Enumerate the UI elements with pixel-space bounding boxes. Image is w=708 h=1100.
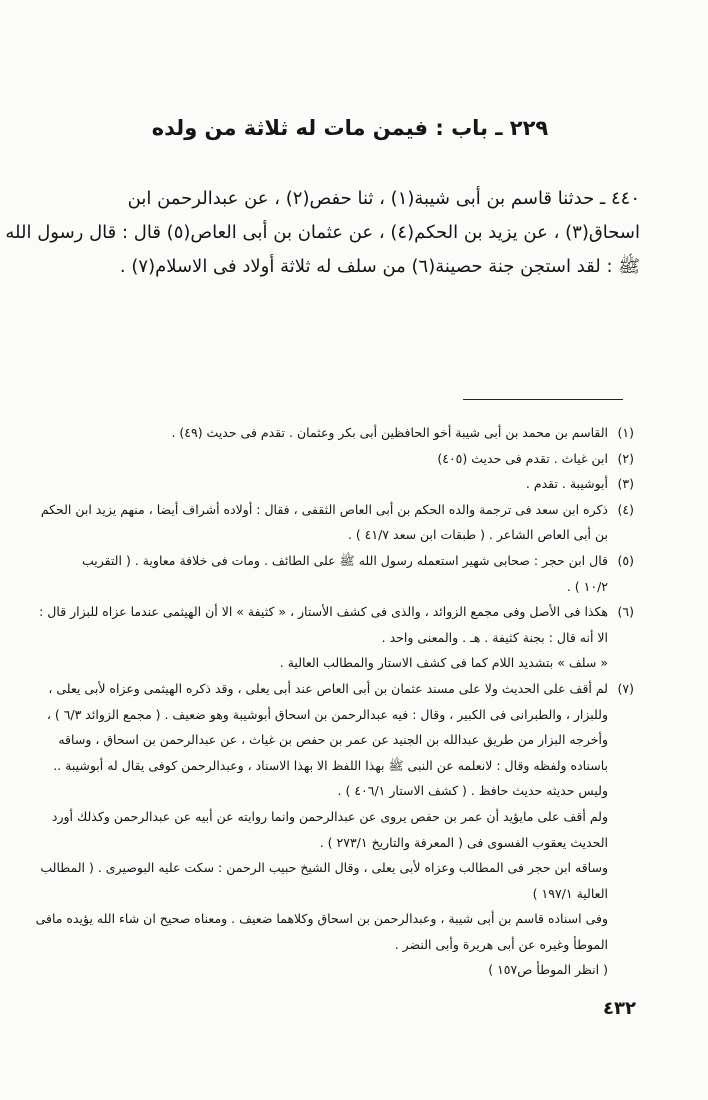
footnote-number: (١) — [617, 425, 634, 440]
footnote — [48, 471, 634, 497]
footnote — [48, 446, 634, 472]
footnote-number: (٢) — [617, 450, 634, 466]
footnote-number: (٧) — [617, 680, 634, 696]
footnote-line: بن أبى العاص الشاعر . ( طبقات ابن سعد ٤١/٧ ) . — [347, 527, 608, 543]
footnote-line: الحديث يعقوب الفسوى فى ( المعرفة والتاريخ ٢٧٣/١ ) . — [319, 834, 608, 850]
footnote-line: القاسم بن محمد بن أبى شيبة أخو الحافظين أبى بكر وعثمان . تقدم فى حديث (٤٩) . — [171, 425, 608, 440]
footnotes — [35, 420, 634, 983]
footnote-line: لم أقف على الحديث ولا على مسند عثمان بن أبى العاص عند أبى يعلى ، وقد ذكره الهيثمى وعزاه لأبى يعلى ، — [48, 680, 608, 696]
footnote-body — [39, 599, 608, 676]
chapter-title: ٢٢٩ ـ باب : فيمن مات له ثلاثة من ولده — [151, 116, 549, 140]
footnote-line: الموطأ وغيره عن أبى هريرة وأبى النضر . — [394, 936, 608, 952]
footnote-line: وساقه ابن حجر فى المطالب وعزاه لأبى يعلى ، وقال الشيخ حبيب الرحمن : سكت عليه البوصيرى . ( المطالب — [40, 860, 608, 876]
footnote-line: العالية ١٩٧/١ ) — [532, 885, 608, 901]
page-number: ٤٣٢ — [603, 998, 636, 1019]
footnote-line: ذكره ابن سعد فى ترجمة والده الحكم بن أبى العاص الثقفى ، فقال : أولاده أشراف أيضا ، منهم يزيد ابن الحكم — [40, 501, 608, 517]
footnote-number: (٤) — [617, 501, 634, 517]
footnote-body — [48, 548, 608, 599]
footnote — [35, 676, 634, 983]
footnote-line: ( انظر الموطأ ص١٥٧ ) — [488, 962, 608, 978]
footnote-number: (٣) — [617, 476, 634, 492]
footnote-body — [48, 471, 608, 497]
hadith-text — [5, 182, 640, 284]
footnote-line: أبوشيبة . تقدم . — [525, 476, 608, 492]
footnote — [40, 497, 634, 548]
footnote-body — [36, 676, 608, 983]
footnote-line: وللبزار ، والطبرانى فى الكبير ، وقال : فيه عبدالرحمن بن اسحاق أبوشيبة وهو ضعيف . ( مجمع الزوائد ٦/٣ ) ، — [46, 706, 608, 722]
hadith-line: ﷺ : لقد استجن جنة حصينة(٦) من سلف له ثلاثة أولاد فى الاسلام(٧) . — [119, 256, 640, 277]
footnote-line: وفى اسناده قاسم بن أبى شيبة ، وعبدالرحمن بن اسحاق وكلاهما ضعيف . ومعناه صحيح ان شاء الله يؤيده مافى — [35, 911, 608, 927]
footnote-body — [48, 446, 608, 472]
footnote-line: « سلف » بتشديد اللام كما فى كشف الاستار والمطالب العالية . — [279, 655, 608, 671]
footnote — [48, 548, 634, 599]
footnote-line: ابن غياث . تقدم فى حديث (٤٠٥) — [437, 450, 608, 466]
footnote-number: (٥) — [617, 552, 634, 568]
footnote — [39, 599, 634, 676]
footnote — [48, 420, 634, 446]
footnote-body — [48, 420, 608, 446]
hadith-line: ٤٤٠ ـ حدثنا قاسم بن أبى شيبة(١) ، ثنا حفص(٢) ، عن عبدالرحمن ابن — [127, 188, 640, 209]
footnote-line: ١٠/٢ ) . — [566, 578, 608, 594]
footnote-line: ولم أقف على مايؤيد أن عمر بن حفص يروى عن عبدالرحمن وانما روايته عن أبيه عن عبدالرحمن وكذلك أورد — [51, 808, 608, 824]
footnote-number: (٦) — [617, 604, 634, 620]
footnote-line: هكذا فى الأصل وفى مجمع الزوائد ، والذى فى كشف الأستار ، « كثيفة » الا أن الهيثمى عندما عزاه للبزار قال : — [39, 604, 608, 620]
footnote-line: الا أنه قال : بجنة كثيفة . هـ . والمعنى واحد . — [381, 629, 608, 645]
footnote-divider — [463, 399, 623, 400]
footnote-body — [41, 497, 608, 548]
footnote-line: قال ابن حجر : صحابى شهير استعمله رسول الله ﷺ على الطائف . ومات فى خلافة معاوية . ( التقريب — [81, 552, 608, 568]
footnote-line: وأخرجه البزار من طريق عبدالله بن الجنيد عن عمر بن حفص بن غياث ، عن عبدالرحمن بن اسحاق ، وساقه — [58, 732, 608, 748]
footnote-line: وليس حديثه حديث حافظ . ( كشف الاستار ٤٠٦/١ ) . — [337, 783, 608, 799]
hadith-line: اسحاق(٣) ، عن يزيد بن الحكم(٤) ، عن عثمان بن أبى العاص(٥) قال : قال رسول الله — [5, 222, 640, 243]
footnote-line: باسناده ولفظه وقال : لانعلمه عن النبى ﷺ بهذا اللفظ الا بهذا الاسناد ، وعبدالرحمن كوفى يقال له أبوشيبة .. — [53, 757, 608, 773]
